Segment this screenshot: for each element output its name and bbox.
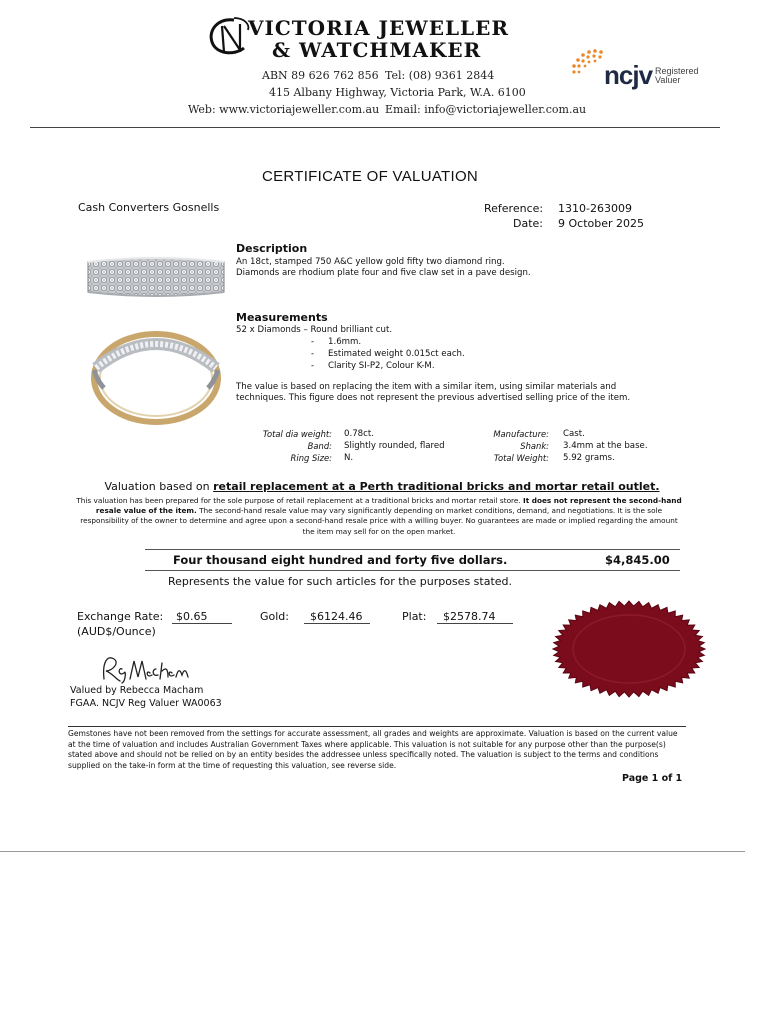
represents-note: Represents the value for such articles for the purposes stated. [167, 575, 513, 588]
description-line: Diamonds are rhodium plate four and five claw set in a pave design. [236, 268, 531, 278]
valuer-name: Valued by Rebecca Macham [70, 685, 204, 696]
exchange-rate-unit: (AUD$/Ounce) [77, 625, 156, 638]
exchange-rate-label: Exchange Rate: [77, 610, 164, 623]
band-value: Slightly rounded, flared [344, 441, 445, 451]
basis-note-bold: It does not represent the second-hand resale value of the item. [95, 496, 682, 516]
manufacture-label: Manufacture: [493, 429, 549, 439]
valuation-basis-emphasis: retail replacement at a Perth traditional bricks and mortar retail outlet. [213, 480, 660, 493]
page-number: Page 1 of 1 [622, 773, 683, 784]
total-dia-weight-value: 0.78ct. [344, 429, 374, 439]
valuation-basis-note [74, 496, 684, 537]
ncjv-valuer: Valuer [655, 75, 681, 85]
address: 415 Albany Highway, Victoria Park, W.A. 6100 [269, 86, 526, 99]
wax-seal-icon [552, 600, 706, 698]
measurement-bullet: Estimated weight 0.015ct each. [328, 349, 465, 359]
measurement-bullet: 1.6mm. [328, 337, 362, 347]
amount-in-words: Four thousand eight hundred and forty five dollars. [173, 553, 508, 567]
company-name-line1: VICTORIA JEWELLER [248, 16, 509, 40]
gold-underline [304, 623, 370, 624]
plat-underline [437, 623, 513, 624]
plat-label: Plat: [402, 610, 427, 623]
value-note: The value is based on replacing the item with a similar item, using similar materials and techniques. This figure does not represent the previous advertised selling price of the item. [236, 382, 631, 404]
shank-label: Shank: [520, 441, 549, 451]
disclaimer: Gemstones have not been removed from the settings for accurate assessment, all grades and weights are approximate. Valuation is based on the current value at the time of valuation and includes Australian Government Taxes where applicable. This valuation is not suitable for any purpose other than the purpose(s) stated above and should not be relied on by an entity besides the addressee unless specifically noted. The valuation is subject to the terms and conditions supplied on the take-in form at the time of requesting this valuation, see reverse side. [68, 729, 678, 770]
exchange-rate-value: $0.65 [176, 610, 208, 623]
reference-label: Reference: [484, 202, 544, 215]
client-name: Cash Converters Gosnells [78, 201, 220, 214]
ncjv-registered-valuer [655, 67, 699, 85]
measurements-line: 52 x Diamonds – Round brilliant cut. [236, 325, 393, 335]
basis-note-a: This valuation has been prepared for the sole purpose of retail replacement at a traditional bricks and mortar retail store. [76, 496, 523, 505]
amount-figure: $4,845.00 [605, 553, 670, 567]
valuation-basis [0, 480, 764, 493]
manufacture-value: Cast. [563, 429, 585, 439]
gold-label: Gold: [260, 610, 289, 623]
page-title: CERTIFICATE OF VALUATION [261, 168, 479, 185]
total-weight-value: 5.92 grams. [563, 453, 615, 463]
website: Web: www.victoriajeweller.com.au [188, 103, 380, 116]
measurement-bullet: Clarity SI-P2, Colour K-M. [328, 361, 435, 371]
plat-value: $2578.74 [443, 610, 496, 623]
header-divider [30, 127, 720, 128]
bullet-mark: - [311, 361, 315, 371]
total-weight-label: Total Weight: [493, 453, 549, 463]
ncjv-registered: Registered [655, 66, 699, 76]
reference-value: 1310-263009 [558, 202, 632, 215]
description-line: An 18ct, stamped 750 A&C yellow gold fifty two diamond ring. [236, 257, 505, 267]
shank-value: 3.4mm at the base. [563, 441, 648, 451]
valuation-basis-prefix: Valuation based on [104, 480, 214, 493]
basis-note-b: The second-hand resale value may vary significantly depending on market conditions, demand, and negotiations. It is the sole responsibility of the owner to determine and agree upon a second-hand resale price with a willing buyer. No guarantees are made or implied regarding the amount the item may sell for on the open market. [80, 506, 678, 536]
valuer-credentials: FGAA. NCJV Reg Valuer WA0063 [70, 698, 222, 709]
telephone: Tel: (08) 9361 2844 [385, 69, 495, 82]
footer-divider [68, 726, 686, 727]
signature-image [96, 651, 216, 685]
bullet-mark: - [311, 337, 315, 347]
ncjv-logo-text: ncjv [604, 60, 653, 90]
amount-rule-bottom [145, 570, 680, 571]
company-name-line2: & WATCHMAKER [272, 38, 482, 62]
exchange-rate-underline [172, 623, 232, 624]
amount-rule-top [145, 549, 680, 550]
scan-edge-line [0, 851, 745, 852]
ring-size-value: N. [344, 453, 354, 463]
ring-top-view-image [84, 252, 228, 302]
total-dia-weight-label: Total dia weight: [262, 429, 332, 439]
date-label: Date: [513, 217, 543, 230]
band-label: Band: [307, 441, 332, 451]
date-value: 9 October 2025 [558, 217, 645, 230]
measurements-heading: Measurements [236, 311, 328, 324]
ring-side-view-image [84, 322, 228, 426]
description-heading: Description [236, 242, 308, 255]
email: Email: info@victoriajeweller.com.au [385, 103, 587, 116]
abn: ABN 89 626 762 856 [262, 69, 379, 82]
bullet-mark: - [311, 349, 315, 359]
gold-value: $6124.46 [310, 610, 363, 623]
signature-text: RJMacham [96, 651, 102, 652]
ring-size-label: Ring Size: [290, 453, 332, 463]
